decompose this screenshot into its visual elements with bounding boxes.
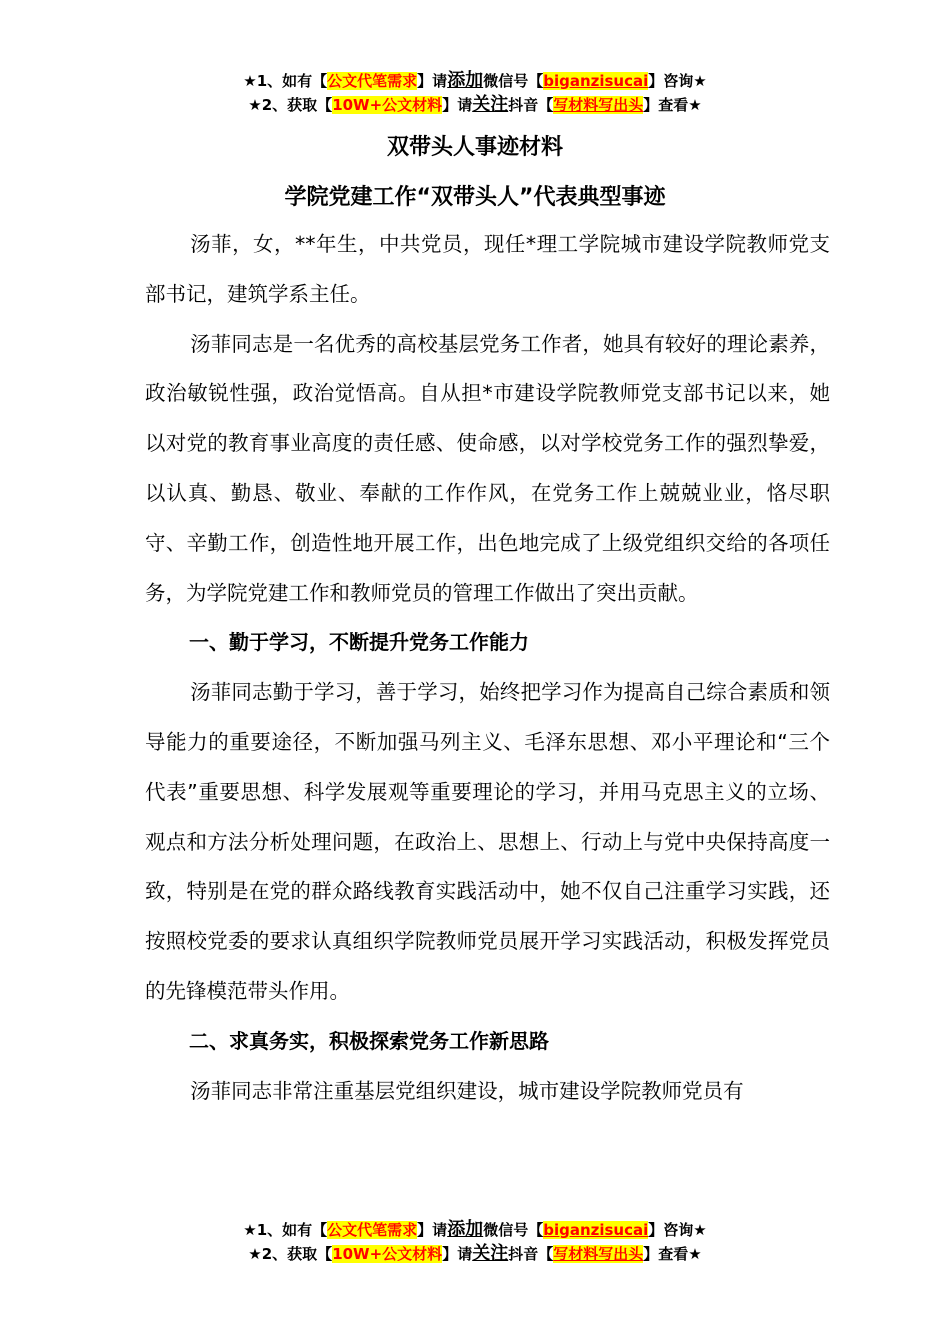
star-icon: ★ — [243, 72, 257, 90]
ad-text: 抖音【 — [508, 96, 554, 114]
ad-text: 1、如有【 — [256, 1221, 328, 1239]
ad-emphasis: 添加 — [447, 70, 484, 91]
ad-highlight: 10W+公文材料 — [332, 96, 443, 114]
paragraph: 汤菲同志非常注重基层党组织建设，城市建设学院教师党员有 — [190, 1078, 744, 1103]
ad-line-2 — [0, 93, 950, 117]
ad-text: 】咨询 — [648, 1221, 694, 1239]
ad-emphasis: 关注 — [472, 94, 509, 115]
ad-highlight: biganzisucai — [543, 72, 649, 90]
ad-text: 微信号【 — [483, 1221, 544, 1239]
section-heading: 二、求真务实，积极探索党务工作新思路 — [189, 1028, 549, 1053]
document-title: 双带头人事迹材料 — [386, 135, 563, 160]
star-icon: ★ — [688, 1245, 702, 1263]
ad-text: 】查看 — [643, 1245, 689, 1263]
ad-text: 2、获取【 — [261, 1245, 333, 1263]
star-icon: ★ — [688, 96, 702, 114]
ad-emphasis: 关注 — [472, 1243, 509, 1264]
ad-footer — [0, 1218, 950, 1266]
star-icon: ★ — [248, 96, 262, 114]
star-icon: ★ — [248, 1245, 262, 1263]
ad-text: 微信号【 — [483, 72, 544, 90]
ad-line-2 — [0, 1242, 950, 1266]
paragraph: 汤菲，女，**年生，中共党员，现任*理工学院城市建设学院教师党支部书记，建筑学系主任。 — [145, 232, 830, 306]
ad-text: 】请 — [442, 1245, 473, 1263]
section-heading: 一、勤于学习，不断提升党务工作能力 — [189, 630, 529, 655]
star-icon: ★ — [243, 1221, 257, 1239]
ad-text: 】请 — [417, 72, 448, 90]
star-icon: ★ — [693, 1221, 707, 1239]
ad-text: 2、获取【 — [261, 96, 333, 114]
document-subtitle: 学院党建工作“双带头人”代表典型事迹 — [284, 185, 666, 210]
ad-highlight: 公文代笔需求 — [327, 1221, 418, 1239]
ad-highlight: 写材料写出头 — [553, 96, 644, 114]
ad-highlight: biganzisucai — [543, 1221, 649, 1239]
star-icon: ★ — [693, 72, 707, 90]
paragraph: 汤菲同志是一名优秀的高校基层党务工作者，她具有较好的理论素养，政治敏锐性强，政治觉悟高。自从担*市建设学院教师党支部书记以来，她以对党的教育事业高度的责任感、使命感，以对学校党务工作的强烈挚爱，以认真、勤恳、敬业、奉献的工作作风，在党务工作上兢兢业业，恪尽职守、辛勤工作，创造性地开展工作，出色地完成了上级党组织交给的各项任务，为学院党建工作和教师党员的管理工作做出了突出贡献。 — [145, 331, 830, 605]
ad-text: 】咨询 — [648, 72, 694, 90]
ad-emphasis: 添加 — [447, 1219, 484, 1240]
ad-text: 】请 — [442, 96, 473, 114]
ad-text: 】请 — [417, 1221, 448, 1239]
ad-highlight: 公文代笔需求 — [327, 72, 418, 90]
ad-line-1 — [0, 69, 950, 93]
ad-text: 1、如有【 — [256, 72, 328, 90]
ad-highlight: 写材料写出头 — [553, 1245, 644, 1263]
ad-highlight: 10W+公文材料 — [332, 1245, 443, 1263]
document-body — [145, 220, 830, 1116]
ad-line-1 — [0, 1218, 950, 1242]
ad-text: 】查看 — [643, 96, 689, 114]
ad-header — [0, 69, 950, 117]
ad-text: 抖音【 — [508, 1245, 554, 1263]
paragraph: 汤菲同志勤于学习，善于学习，始终把学习作为提高自己综合素质和领导能力的重要途径，不断加强马列主义、毛泽东思想、邓小平理论和“三个代表”重要思想、科学发展观等重要理论的学习，并用马克思主义的立场、观点和方法分析处理问题，在政治上、思想上、行动上与党中央保持高度一致，特别是在党的群众路线教育实践活动中，她不仅自己注重学习实践，还按照校党委的要求认真组织学院教师党员展开学习实践活动，积极发挥党员的先锋模范带头作用。 — [145, 680, 830, 1003]
